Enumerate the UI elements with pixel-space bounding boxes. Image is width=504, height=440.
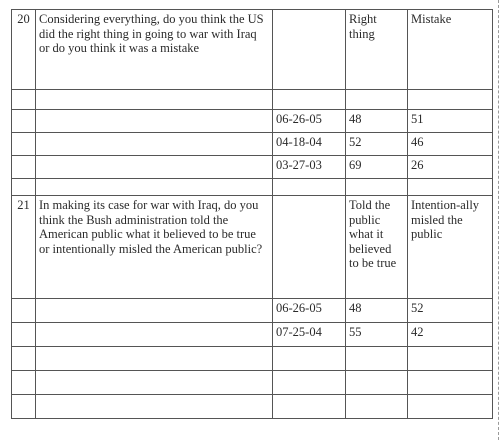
spacer-row xyxy=(12,179,493,196)
poll-date: 07-25-04 xyxy=(273,323,346,347)
poll-date: 04-18-04 xyxy=(273,133,346,156)
poll-date: 06-26-05 xyxy=(273,110,346,133)
empty-row xyxy=(12,395,493,419)
column-header-1: Right thing xyxy=(346,10,408,90)
value-2: 51 xyxy=(408,110,493,133)
poll-date: 06-26-05 xyxy=(273,299,346,323)
value-1: 48 xyxy=(346,110,408,133)
spacer-row xyxy=(12,90,493,110)
value-2: 52 xyxy=(408,299,493,323)
value-1: 52 xyxy=(346,133,408,156)
question-number: 20 xyxy=(12,10,36,90)
poll-date: 03-27-03 xyxy=(273,156,346,179)
question-text: In making its case for war with Iraq, do you think the Bush administration told the American public what it believed to be true or intentionally misled the American public? xyxy=(36,196,273,299)
value-1: 69 xyxy=(346,156,408,179)
column-header-2: Mistake xyxy=(408,10,493,90)
empty-cell xyxy=(273,10,346,90)
value-1: 55 xyxy=(346,323,408,347)
column-header-2: Intention-ally misled the public xyxy=(408,196,493,299)
page-edge-line xyxy=(498,0,499,440)
empty-cell xyxy=(273,196,346,299)
poll-table xyxy=(11,9,493,419)
value-2: 46 xyxy=(408,133,493,156)
value-2: 42 xyxy=(408,323,493,347)
data-row xyxy=(12,156,493,179)
value-1: 48 xyxy=(346,299,408,323)
data-row xyxy=(12,110,493,133)
question-number: 21 xyxy=(12,196,36,299)
empty-row xyxy=(12,371,493,395)
column-header-1: Told the public what it believed to be true xyxy=(346,196,408,299)
empty-row xyxy=(12,347,493,371)
data-row xyxy=(12,133,493,156)
question-text: Considering everything, do you think the US did the right thing in going to war with Iraq or do you think it was a mistake xyxy=(36,10,273,90)
data-row xyxy=(12,323,493,347)
question-row-20 xyxy=(12,10,493,90)
data-row xyxy=(12,299,493,323)
question-row-21 xyxy=(12,196,493,299)
value-2: 26 xyxy=(408,156,493,179)
